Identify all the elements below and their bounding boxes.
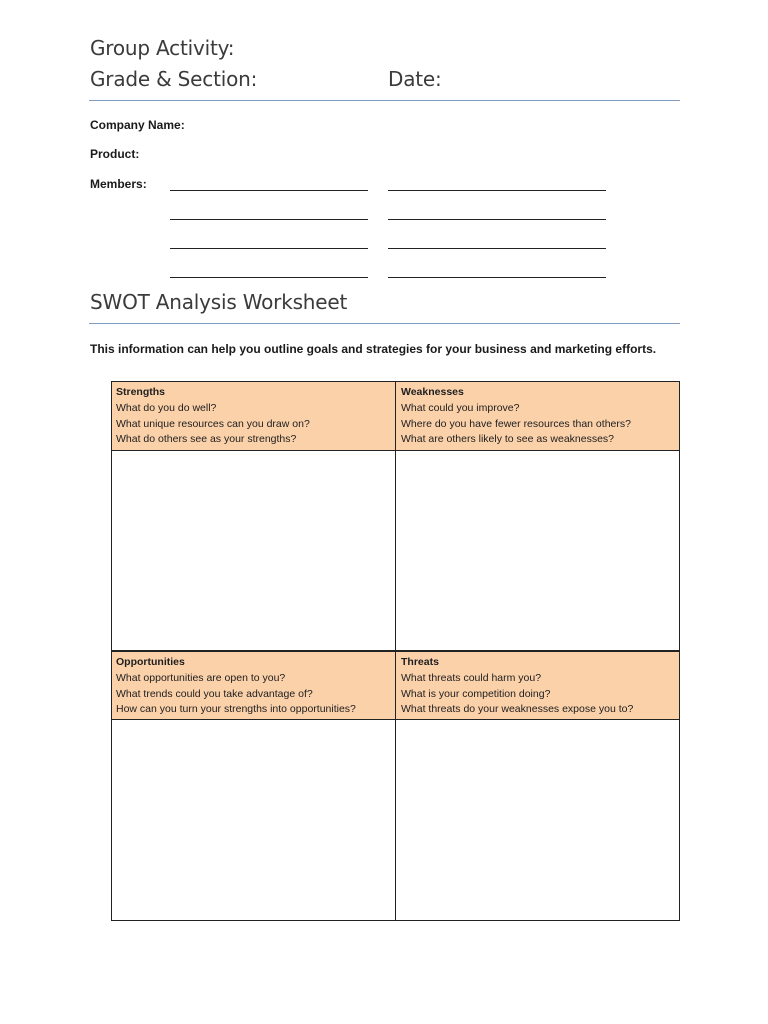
strengths-question: What do others see as your strengths?: [116, 433, 297, 445]
threats-title: Threats: [401, 656, 439, 668]
opportunities-question: How can you turn your strengths into opportunities?: [116, 703, 356, 715]
company-name-label: Company Name:: [90, 118, 185, 132]
strengths-question: What do you do well?: [116, 402, 217, 414]
worksheet-title: SWOT Analysis Worksheet: [90, 290, 348, 314]
strengths-header: [111, 381, 396, 450]
date-label: Date:: [388, 67, 442, 91]
threats-header: [396, 651, 680, 720]
threats-answer-area[interactable]: [397, 721, 679, 920]
weaknesses-question: What are others likely to see as weaknesses?: [401, 433, 615, 445]
header-divider: [89, 100, 680, 101]
strengths-question: What unique resources can you draw on?: [116, 417, 310, 430]
product-label: Product:: [90, 147, 140, 161]
opportunities-question: What opportunities are open to you?: [116, 672, 286, 684]
member-blank-7[interactable]: [170, 277, 368, 278]
weaknesses-title: Weaknesses: [401, 386, 464, 398]
threats-question: What threats could harm you?: [401, 672, 542, 684]
grade-section-label: Grade & Section:: [90, 67, 258, 91]
grid-divider-row1: [111, 450, 680, 451]
opportunities-header: [111, 651, 396, 720]
opportunities-title: Opportunities: [116, 656, 185, 668]
group-activity-label: Group Activity:: [90, 36, 235, 60]
opportunities-answer-area[interactable]: [112, 721, 395, 920]
grid-divider-row3: [111, 719, 680, 720]
weaknesses-question: What could you improve?: [401, 402, 520, 414]
member-blank-3[interactable]: [170, 219, 368, 220]
member-blank-2[interactable]: [388, 190, 606, 191]
strengths-title: Strengths: [116, 386, 166, 398]
member-blank-1[interactable]: [170, 190, 368, 191]
worksheet-divider: [89, 323, 680, 324]
weaknesses-question: Where do you have fewer resources than others?: [401, 417, 631, 430]
opportunities-question: What trends could you take advantage of?: [116, 687, 313, 700]
worksheet-intro: This information can help you outline goals and strategies for your business and marketing efforts.: [90, 342, 657, 356]
weaknesses-header: [396, 381, 680, 450]
strengths-answer-area[interactable]: [112, 451, 395, 650]
swot-grid: [111, 381, 680, 921]
member-blank-8[interactable]: [388, 277, 606, 278]
member-blank-5[interactable]: [170, 248, 368, 249]
grid-border-bottom: [111, 920, 680, 921]
threats-question: What threats do your weaknesses expose you to?: [401, 703, 634, 715]
weaknesses-answer-area[interactable]: [397, 451, 679, 650]
member-blank-6[interactable]: [388, 248, 606, 249]
threats-question: What is your competition doing?: [401, 687, 551, 700]
grid-border-top: [111, 381, 680, 382]
member-blank-4[interactable]: [388, 219, 606, 220]
grid-divider-middle: [111, 650, 680, 652]
members-label: Members:: [90, 177, 147, 191]
